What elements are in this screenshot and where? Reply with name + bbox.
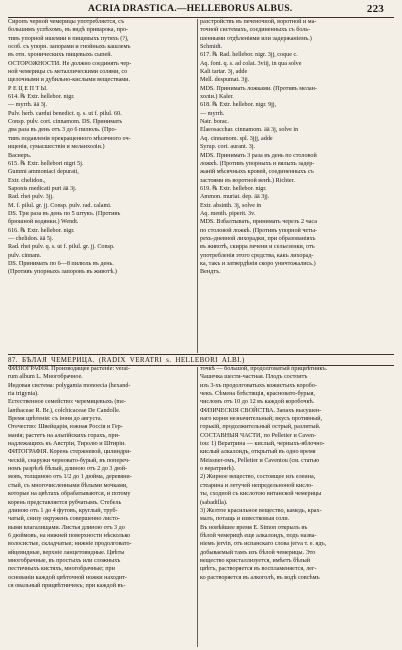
text-line: (Противъ упорныхъ запоровъ въ животѣ.) (8, 269, 117, 276)
heading-word: ALBI.) (221, 356, 245, 364)
text-line: Aq. menth. piperit. 3v. (200, 210, 256, 217)
text-line: ніемъ jervin, отъ испанскаго слова jerva т. е. ядъ, (200, 541, 327, 548)
text-line: 618. ℞ Extr. hellebor. nigr. 9jj, (200, 102, 277, 109)
text-line: — chelidon. ää 5j. (8, 235, 54, 242)
text-line: многобрачные, въ простыхъ или сложныхъ (8, 557, 121, 564)
text-line: точкѣ — большой, продолговатый прицвѣтникъ. (200, 366, 328, 372)
text-line: Consp. pulv. cort. cinnamom. DS. Принимать (8, 119, 123, 126)
text-line: 619. ℞ Extr. hellebor. nigr. (200, 185, 267, 192)
text-line: Extr. chelidon., (8, 177, 46, 184)
text-line: два раза въ день отъ 3 до 6 пилюль. (Про- (8, 127, 117, 134)
text-line: Saponis medicati puri ää 3j. (8, 185, 77, 192)
text-line: Индовая система: polygamia monoecia (hexand- (8, 382, 131, 389)
text-line: Sсhmidt. (200, 44, 223, 51)
text-line: наго корня незначительный; вкусъ противный, (200, 416, 323, 423)
heading-word: s. (166, 356, 172, 364)
bottom-left-column (8, 365, 196, 647)
text-line: 616. ℞ Extr. hellebor. nigr. (8, 227, 75, 234)
text-line: жаній мѣсячныхъ кровей, соединенныхъ съ (200, 169, 314, 176)
text-line: Rad. rhei pulv. 3jj. (8, 194, 54, 201)
text-line: тивъ подавленія прекращенного мѣсячного оч- (8, 135, 131, 142)
text-line: малъ, потащь и известковыя соли. (200, 516, 290, 523)
text-line: въ отн. хроническихъ пищевыхъ сыпей. (8, 52, 113, 59)
text-line: разстройствъ въ печеночной, воротной и ма- (200, 19, 317, 25)
text-line: MDS. Принимать ложками. (Противъ мелан- (200, 85, 317, 92)
text-line: M. f. pilul. gr. jj. Consp. pulv. rad. calami. (8, 202, 112, 209)
text-line: Gummi ammoniaci depurati, (8, 169, 79, 176)
text-line: ты, сходной съ кислотою витанской чемерицы (200, 491, 322, 498)
heading-word: 87. (8, 356, 18, 364)
text-line: Ammon. muriat. dep. ää 3jj. (200, 194, 270, 201)
text-line: ФИТОГРАФІЯ. Корень стержневой, цилиндри- (8, 449, 132, 456)
text-line: — myrrh. (200, 110, 225, 117)
text-line: 614. ℞ Extr. hellebor. nigr. (8, 94, 75, 101)
text-line: о вератринѣ). (200, 466, 236, 473)
text-line: Aq. cinnamom. spl. 3jjj, adde (200, 135, 273, 142)
text-line: — myrrh. ää 3j. (8, 102, 48, 109)
text-line: DS. Принимать по 6—8 пилюль въ день. (8, 260, 114, 267)
text-line: шенными отдѣленіями или задержаніемъ.) (200, 35, 312, 42)
text-line: ко растворяется въ алкоголѣ, въ водѣ совсѣмъ (200, 574, 320, 581)
running-head-title: ACRIA DRASTICA.—HELLEBORUS ALBUS. (88, 3, 293, 14)
text-line: добываемый тамъ изъ бѣлой чемерицы. Это (200, 549, 316, 556)
text-line: стый, съ многочисленными бѣлыми мочками, (8, 482, 128, 489)
page-number: 223 (366, 3, 384, 15)
text-line: ной чемерицы съ металлическими солями, со (8, 69, 128, 76)
text-line: Естественное семейство: черемицевыхъ (me- (8, 399, 126, 406)
text-line: тивъ упорной ишемии в пищевыхъ путяхъ (?), (8, 35, 129, 42)
text-line: ФИЗИЧЕСКІЯ СВОЙСТВА. Запахъ высушен- (200, 407, 322, 414)
running-head (8, 3, 394, 17)
text-line: волосистые, складчатые; нижніе продолговато- (8, 541, 132, 548)
column-divider-top (197, 19, 198, 353)
text-line: длиною отъ 1 до 4 футовъ, круглый, труб- (8, 507, 118, 514)
heading-word: БѢЛАЯ (21, 356, 48, 364)
heading-word: ЧЕМЕРИЦА. (51, 356, 95, 364)
text-line: Pulv. herb. cardui benedict. q. s. ut f. pilul. 60. (8, 110, 122, 117)
text-line: ОСТОРОЖНОСТИ. Не должно соединять чер- (8, 60, 132, 67)
text-line: Rad. rhei pulv. q. s. ut f. pilul. gr. jj. Consp. (8, 244, 115, 251)
text-line: основаніи каждой цвѣточной ножки находит- (8, 574, 127, 581)
text-line: Васнеръ. (8, 152, 32, 159)
text-line: выми влагалищами. Листья длиною отъ 3 до (8, 524, 125, 531)
text-line: которые на цвѣтахъ обрабатываются, и потому (8, 491, 131, 498)
text-line: DS. Три раза въ день по 5 штукъ. (Противъ (8, 210, 121, 217)
text-line: Syrup. cort. aurant. 3j. (200, 144, 256, 151)
text-line: большимъ успѣхомъ, въ видѣ приварока, про- (8, 27, 129, 34)
text-line: Отечество: Швейцарія, южная Россія и Гер- (8, 424, 123, 431)
top-left-column (8, 18, 193, 354)
text-line: точной системахъ, соединенныхъ съ боль- (200, 27, 311, 34)
text-line: Mell. despumat. 3jj. (200, 77, 250, 84)
text-line: стеарина и летучей непредельноной кисло- (200, 482, 314, 489)
text-line: pulv. cinnam. (8, 252, 42, 259)
text-line: (sabadilla). (200, 499, 228, 506)
text-line: мовъ, толщиною отъ 1/2 до 1 дюйма, деревяни- (8, 474, 132, 481)
bottom-right-column (200, 365, 394, 647)
text-line: Aq. font. q. s. ad colat. 3viij, in qua solve (200, 60, 302, 67)
text-line: щелочными и дубильно-кислыми веществами. (8, 77, 130, 84)
heading-word: HELLEBORI (175, 356, 218, 364)
text-line: въ животѣ, скирра печени и сельезенки, отъ (200, 244, 315, 251)
text-line: брюшной водянки.) Wendt. (8, 219, 79, 226)
text-line: номъ разрѣзѣ бѣлый, длиною отъ 2 до 3 дюй- (8, 466, 128, 473)
text-line: ка, такъ и затвердѣнія скоро уничтожались.) (200, 260, 316, 267)
heading-word: VERATRI (129, 356, 163, 364)
top-right-column (200, 18, 394, 354)
heading-word: (RADIX (98, 356, 126, 364)
text-line: Meissner-омъ, Pelletier и Caventou (см. статью (200, 457, 320, 464)
text-line: пестичныхъ кистяхъ, многобрачные; при (8, 566, 115, 573)
text-line: цвѣтъ, растворяется въ воспламеняется, лег- (200, 566, 317, 573)
text-line: чекъ. Сѣмена блѣстящія, красновато-бурыя, (200, 391, 315, 398)
text-line: изъ 3-хъ продолговатыхъ кожистыхъ коробо- (200, 382, 317, 389)
text-line: особ. съ упорн. запорами и гнойныхъ кашлемъ (8, 44, 131, 51)
text-line: чатый, снизу окруженъ совершенно листо- (8, 516, 120, 523)
text-line: Сиропъ черной чемерицы употребляется, съ (8, 19, 125, 25)
text-line: числомъ отъ 10 до 12 въ каждой коробочкѣ. (200, 399, 315, 406)
text-line: ложкѣ. (Противъ упорныхъ и вялыхъ задер- (200, 160, 315, 167)
text-line: кислый алкалоидъ, открытый въ одно время (200, 449, 316, 456)
text-line: СОСТАВНЫЯ ЧАСТИ, по Pelletier и Caven- (200, 432, 317, 439)
text-line: горькій, продолжительный острый, разлитый. (200, 424, 321, 431)
text-line: 2) Жирное вещество, состоящее изъ елеина, (200, 474, 316, 481)
text-line: lanthaceae R. Br.), colchicaceae De Candolle. (8, 407, 121, 414)
text-line: ria trigynia). (8, 391, 39, 398)
text-line: вещество кристаллизуется, имѣетъ бѣлый (200, 557, 311, 564)
text-line: Р Е Ц Е П Т Ы. (8, 85, 48, 92)
text-line: Время цвѣтенія: съ іюня до августа. (8, 416, 103, 423)
text-line: Чашечка шести-частная. Плодъ состоитъ (200, 374, 308, 381)
text-line: 3) Желтое красильное вещество, камедь, крах- (200, 507, 322, 514)
text-line: 617. ℞ Rad. hellebor. nigr. 3jj, coque c. (200, 52, 298, 59)
text-line: надлежащихъ къ Австріи, Тиролю и Штиріи. (8, 441, 126, 448)
text-line: застоями въ воротной венѣ.) Richter. (200, 177, 295, 184)
text-line: употребленія этого средства, какъ лихорад- (200, 252, 314, 259)
text-line: ческій, снаружи черновато-бурый, въ попереч- (8, 457, 130, 464)
text-line: рехъ-дневной лихорадки, при образованіяхъ (200, 235, 316, 242)
text-line: Natr. borac. (200, 119, 229, 126)
text-line: 615. ℞ Extr. hellebori nigri 5j. (8, 160, 84, 167)
text-line: ищенія, сумасшествія и меланхоліи.) (8, 144, 105, 151)
text-line: ся овальный прицвѣтничекъ; при каждой въ- (8, 582, 126, 589)
text-line: Extr. absinth. 3j, solve in (200, 202, 262, 209)
text-line: ФИЗІОГРАФІЯ. Производящее растеніе: verat- (8, 366, 131, 372)
text-line: rum album L. Многобрачное. (8, 374, 83, 381)
text-line: Elaeosacchar. cinnamom. ää 3j, solve in (200, 127, 299, 134)
text-line: по столовой ложкѣ. (Противъ упорной четы- (200, 227, 318, 234)
text-line: MDS. Взбалтывать, принимать черезъ 2 часа (200, 219, 317, 226)
text-line: яйцевидные, верхніе ланцетовидные. Цвѣты (8, 549, 125, 556)
section-heading (8, 355, 394, 365)
text-line: Kali tartar. 3j, adde (200, 69, 248, 76)
text-line: бѣлой чемерицѣ еще алкалоидъ, подъ назва- (200, 532, 317, 539)
text-line: tou: 1) Вератрина — кислый, черныхъ-яблочно- (200, 441, 325, 448)
text-line: корень представляется рубчатымъ. Стебель (8, 499, 122, 506)
text-line: Вендтъ. (200, 269, 221, 276)
text-line: 6 дюймовъ, на нижней поверхности нѣсколько (8, 532, 131, 539)
column-divider-bottom (197, 367, 198, 647)
text-line: Въ новѣйшее время E. Simon открылъ въ (200, 524, 308, 531)
text-line: холіи.) Kaler. (200, 94, 234, 101)
text-line: манія; растетъ на альпійскихъ горахъ, при- (8, 432, 120, 439)
text-line: MDS. Принимать 3 раза въ день по столовой (200, 152, 317, 159)
